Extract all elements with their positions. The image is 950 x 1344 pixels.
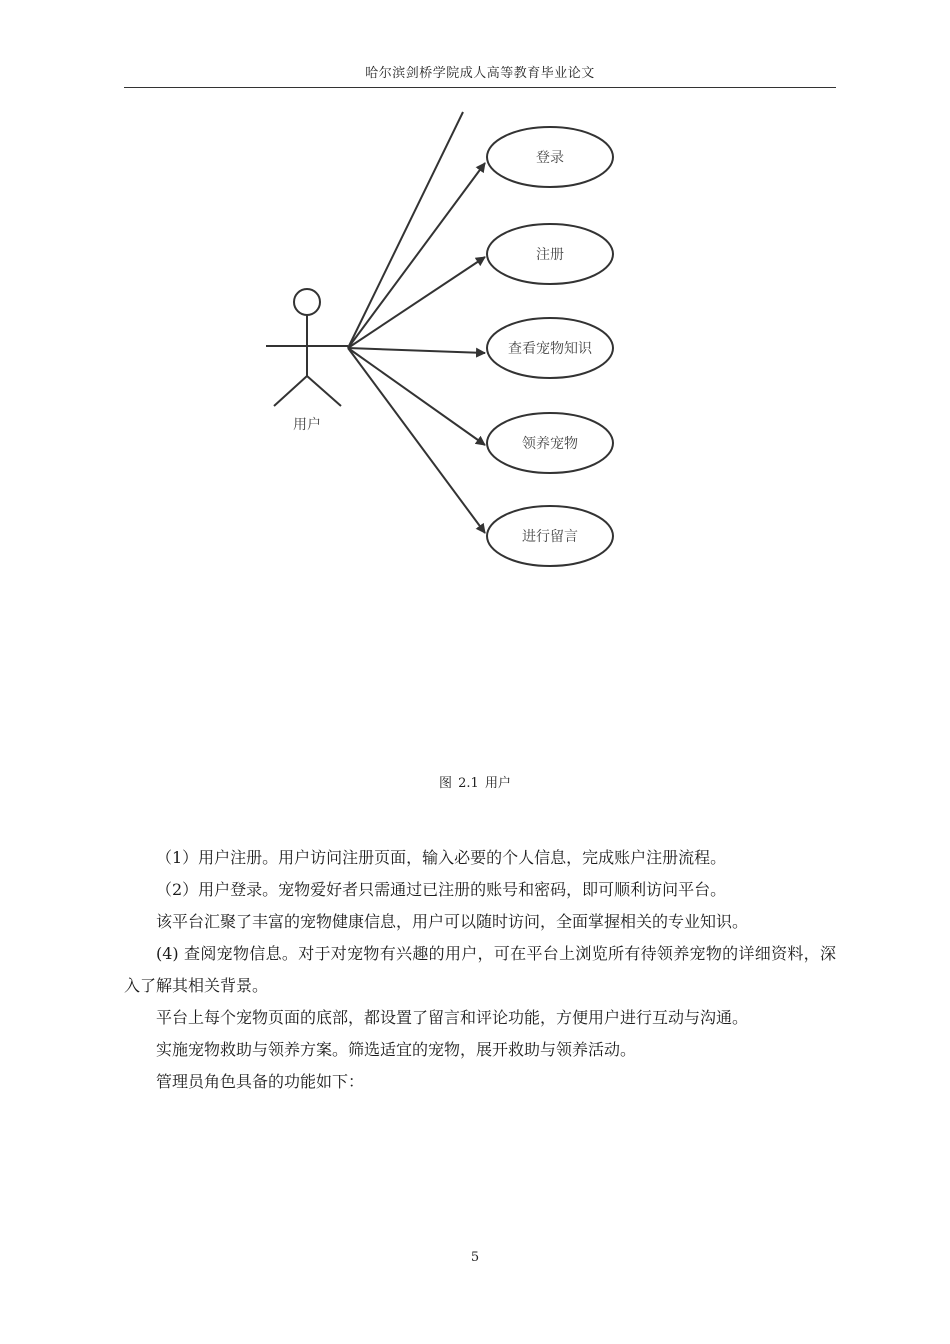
actor-leg-right — [307, 376, 341, 406]
association-line-top — [348, 112, 463, 348]
use-case-login — [487, 127, 613, 187]
body-text — [124, 842, 836, 1098]
svg-text:注册: 注册 — [536, 247, 564, 263]
svg-text:领养宠物: 领养宠物 — [522, 436, 578, 452]
actor-user — [266, 289, 348, 433]
association-message — [348, 348, 485, 533]
header-rule — [124, 87, 836, 88]
association-adopt — [348, 348, 485, 445]
paragraph: (4) 查阅宠物信息。对于对宠物有兴趣的用户，可在平台上浏览所有待领养宠物的详细资料，深入了解其相关背景。 — [124, 944, 836, 995]
paragraph: 实施宠物救助与领养方案。筛选适宜的宠物，展开救助与领养活动。 — [156, 1040, 637, 1059]
actor-head — [294, 289, 320, 315]
actor-label: 用户 — [293, 417, 321, 433]
association-login — [348, 163, 485, 348]
association-view-knowledge — [348, 348, 485, 353]
running-header: 哈尔滨剑桥学院成人高等教育毕业论文 — [365, 66, 595, 81]
svg-text:查看宠物知识: 查看宠物知识 — [508, 341, 592, 357]
page-number: 5 — [470, 1250, 480, 1265]
paragraph: （2）用户登录。宠物爱好者只需通过已注册的账号和密码，即可顺利访问平台。 — [156, 880, 727, 899]
figure-caption: 图 2.1 用户 — [439, 776, 511, 791]
paragraph: 平台上每个宠物页面的底部，都设置了留言和评论功能，方便用户进行互动与沟通。 — [156, 1008, 749, 1027]
use-case-view-knowledge — [487, 318, 613, 378]
use-case-adopt-pet — [487, 413, 613, 473]
use-case-register — [487, 224, 613, 284]
use-case-leave-message — [487, 506, 613, 566]
svg-text:进行留言: 进行留言 — [522, 529, 578, 545]
actor-leg-left — [274, 376, 307, 406]
paragraph: 该平台汇聚了丰富的宠物健康信息，用户可以随时访问，全面掌握相关的专业知识。 — [156, 912, 749, 931]
use-case-diagram — [240, 108, 640, 578]
paragraph: 管理员角色具备的功能如下： — [156, 1072, 365, 1091]
association-register — [348, 257, 485, 348]
paragraph: （1）用户注册。用户访问注册页面，输入必要的个人信息，完成账户注册流程。 — [156, 848, 727, 867]
svg-text:登录: 登录 — [536, 150, 564, 166]
